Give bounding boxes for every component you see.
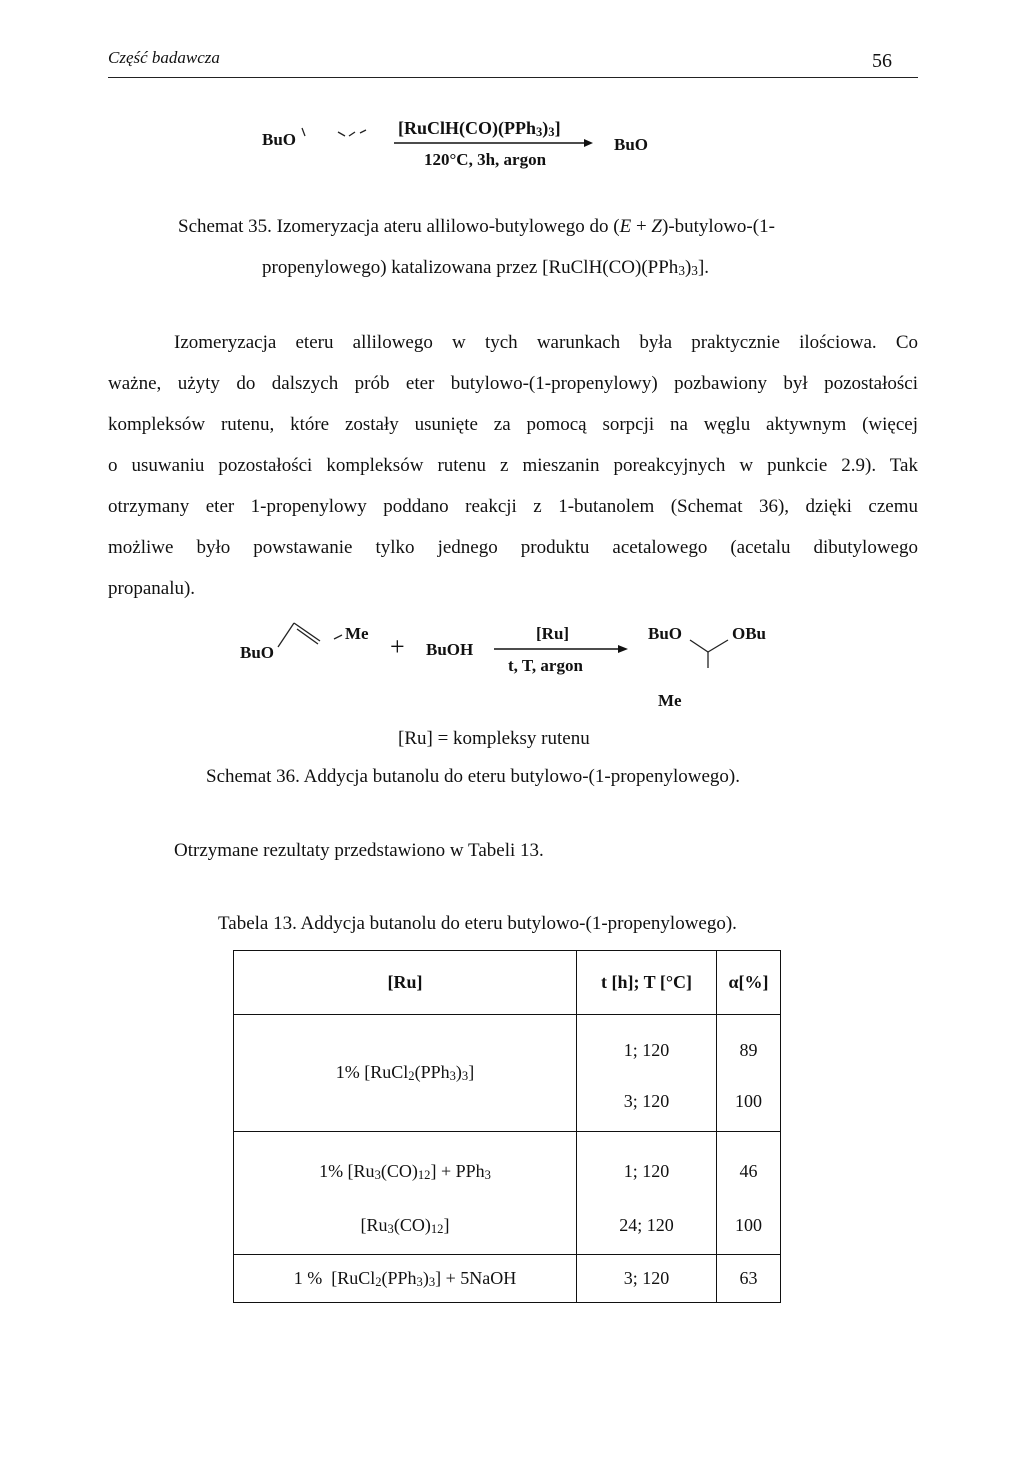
table-cell-alpha: 100 bbox=[717, 1198, 781, 1255]
scheme35-reactant: BuO bbox=[262, 130, 297, 149]
table-row bbox=[234, 1255, 781, 1303]
scheme36-plus: + bbox=[390, 632, 405, 661]
scheme35-allyl-bonds bbox=[300, 120, 380, 150]
table-cell-time-temp: 1; 120 bbox=[577, 1146, 717, 1198]
scheme35-caption-line1: Schemat 35. Izomeryzacja ateru allilowo-butylowego do (E + Z)-butylowo-(1- bbox=[178, 216, 775, 237]
scheme36-reactant-buo: BuO bbox=[240, 643, 275, 662]
table-header-row bbox=[234, 951, 781, 1015]
paragraph-line: o usuwaniu pozostałości kompleksów rutenu z mieszanin poreakcyjnych w punkcie 2.9). Tak bbox=[108, 455, 918, 476]
column-header-time-temp: t [h]; T [°C] bbox=[577, 951, 717, 1015]
scheme36-reactant-me: Me bbox=[345, 624, 369, 643]
scheme36-propenyl-bonds bbox=[276, 615, 356, 655]
table-cell-alpha: 63 bbox=[717, 1255, 781, 1303]
table-cell-catalyst: 1 % $[RuCl_2(PPh_3)_3]$ + 5NaOH bbox=[234, 1255, 577, 1303]
scheme36-product-me: Me bbox=[658, 691, 682, 710]
table-row bbox=[234, 1015, 781, 1072]
scheme36-reagent: BuOH bbox=[426, 640, 474, 659]
results-sentence: Otrzymane rezultaty przedstawiono w Tabeli 13. bbox=[174, 840, 544, 861]
table-row-spacer bbox=[234, 1132, 781, 1146]
paragraph-line: możliwe było powstawanie tylko jednego produktu acetalowego (acetalu dibutylowego bbox=[108, 537, 918, 558]
table13-caption: Tabela 13. Addycja butanolu do eteru butylowo-(1-propenylowego). bbox=[218, 913, 737, 934]
table-cell-alpha: 100 bbox=[717, 1072, 781, 1132]
table-row bbox=[234, 1198, 781, 1255]
paragraph-line: Izomeryzacja eteru allilowego w tych warunkach była praktycznie ilościowa. Co bbox=[174, 332, 918, 353]
paragraph-line: kompleksów rutenu, które zostały usunięte za pomocą sorpcji na węglu aktywnym (więcej bbox=[108, 414, 918, 435]
scheme35-product: BuO bbox=[614, 135, 649, 154]
scheme36-conditions: t, T, argon bbox=[508, 656, 583, 675]
table-cell-catalyst: 1% $[RuCl_2(PPh_3)_3]$ bbox=[234, 1015, 577, 1132]
paragraph-line: otrzymany eter 1-propenylowy poddano reakcji z 1-butanolem (Schemat 36), dzięki czemu bbox=[108, 496, 918, 517]
scheme35-arrow bbox=[394, 138, 594, 148]
scheme36-product-buo: BuO bbox=[648, 624, 683, 643]
table-row bbox=[234, 1146, 781, 1198]
table-cell-time-temp: 3; 120 bbox=[577, 1072, 717, 1132]
table-cell-catalyst: 1% $[Ru_3(CO)_{12}] + PPh_3$ bbox=[234, 1146, 577, 1198]
scheme36-arrow bbox=[494, 644, 630, 654]
table-cell-time-temp: 1; 120 bbox=[577, 1015, 717, 1072]
table-cell-alpha: 46 bbox=[717, 1146, 781, 1198]
scheme35-conditions: 120°C, 3h, argon bbox=[424, 150, 547, 169]
table-13 bbox=[233, 950, 781, 1303]
scheme36-caption: Schemat 36. Addycja butanolu do eteru butylowo-(1-propenylowego). bbox=[206, 766, 740, 787]
scheme36-legend: [Ru] = kompleksy rutenu bbox=[398, 728, 590, 749]
table-cell-time-temp: 3; 120 bbox=[577, 1255, 717, 1303]
paragraph-line: propanalu). bbox=[108, 578, 196, 599]
scheme36-product-obu: OBu bbox=[732, 624, 767, 643]
table-cell-catalyst: $[Ru_3(CO)_{12}]$ bbox=[234, 1198, 577, 1255]
scheme35-catalyst: $[RuClH(CO)(PPh_3)_3]$ bbox=[398, 118, 561, 139]
table-cell-alpha: 89 bbox=[717, 1015, 781, 1072]
paragraph-line: ważne, użyty do dalszych prób eter butylowo-(1-propenylowy) pozbawiony był pozostałości bbox=[108, 373, 918, 394]
column-header-ru: [Ru] bbox=[234, 951, 577, 1015]
column-header-alpha: α[%] bbox=[717, 951, 781, 1015]
header-rule bbox=[108, 77, 918, 78]
running-header-section: Część badawcza bbox=[108, 48, 220, 67]
scheme36-catalyst: [Ru] bbox=[536, 624, 570, 643]
page-number: 56 bbox=[872, 50, 892, 72]
table-cell-time-temp: 24; 120 bbox=[577, 1198, 717, 1255]
scheme36-acetal-bonds bbox=[686, 632, 736, 672]
scheme35-caption-line2: propenylowego) katalizowana przez $[RuClH(CO)(PPh_3)_3]$. bbox=[262, 257, 710, 278]
